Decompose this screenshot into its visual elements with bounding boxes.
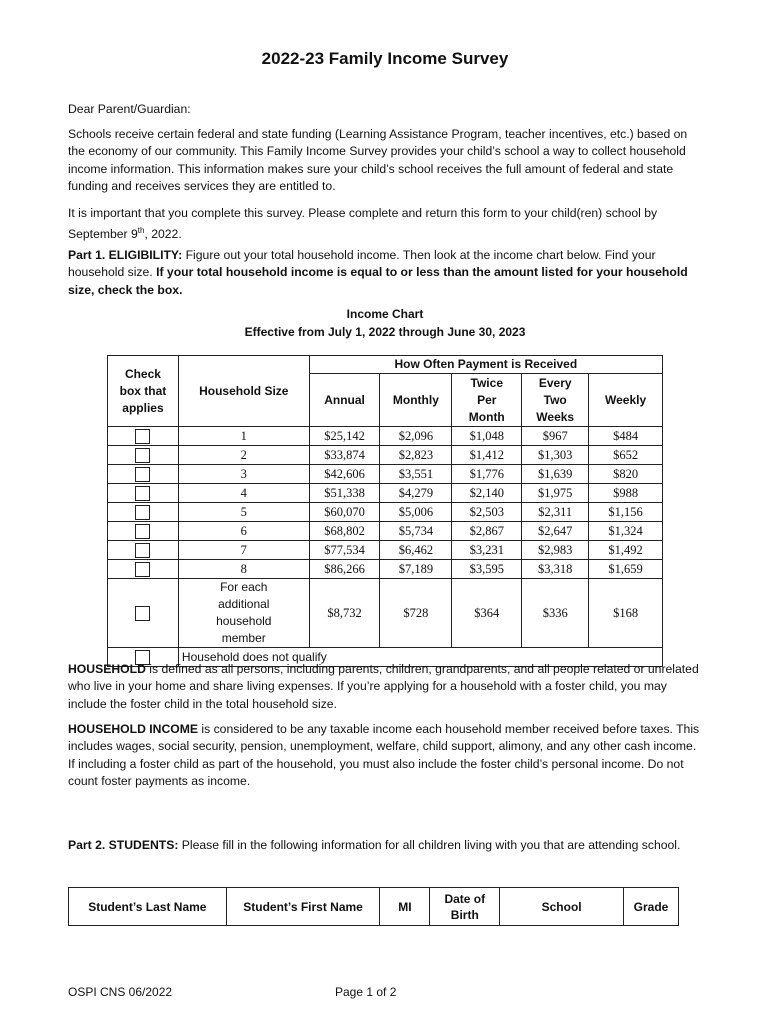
weekly-income: $820 [589,465,663,484]
household-size-checkbox[interactable] [135,562,150,577]
income-row [108,446,663,465]
page-title: 2022-23 Family Income Survey [261,49,509,68]
part1-bold-instructions: If your total household income is equal to or less than the amount listed for your household size, check the box. [68,265,688,297]
annual-income: $33,874 [309,446,380,465]
household-size-checkbox[interactable] [135,448,150,463]
every-two-weeks-income: $1,303 [522,446,589,465]
household-size: 1 [178,427,309,446]
weekly-header: Weekly [589,374,663,427]
household-size-checkbox[interactable] [135,467,150,482]
weekly-income: $484 [589,427,663,446]
income-row [108,541,663,560]
part2-paragraph [68,837,700,854]
household-size: 8 [178,560,309,579]
household-size-checkbox[interactable] [135,486,150,501]
annual-income: $60,070 [309,503,380,522]
mi-header: MI [380,888,430,926]
additional-weekly: $168 [589,579,663,648]
monthly-income: $5,734 [380,522,452,541]
annual-income: $77,534 [309,541,380,560]
checkbox-cell [108,465,179,484]
every-two-weeks-income: $2,647 [522,522,589,541]
annual-income: $68,802 [309,522,380,541]
additional-twice-per-month: $364 [452,579,522,648]
important-paragraph [68,205,700,244]
every-two-weeks-header: Every Two Weeks [522,374,589,427]
checkbox-cell [108,522,179,541]
household-size-checkbox[interactable] [135,524,150,539]
monthly-income: $6,462 [380,541,452,560]
household-size-header: Household Size [178,356,309,427]
checkbox-cell [108,541,179,560]
student-first-name-header: Student’s First Name [226,888,380,926]
grade-header: Grade [624,888,679,926]
weekly-income: $1,659 [589,560,663,579]
income-chart-table [107,355,663,667]
checkbox-cell [108,560,179,579]
weekly-income: $1,492 [589,541,663,560]
twice-per-month-income: $3,231 [452,541,522,560]
checkbox-cell [108,427,179,446]
annual-income: $51,338 [309,484,380,503]
household-size: 5 [178,503,309,522]
household-income-definition-text: is considered to be any taxable income each household member received before taxes. This includes wages, social security, pension, unemployment, welfare, child support, alimony, and any other cash income. If including a foster child as part of the household, you must also include the foster child’s personal income. Do not count foster payments as income. [68,722,700,789]
not-qualify-label: Household does not qualify [178,648,662,667]
every-two-weeks-income: $2,311 [522,503,589,522]
every-two-weeks-income: $967 [522,427,589,446]
monthly-income: $4,279 [380,484,452,503]
additional-monthly: $728 [380,579,452,648]
household-definition [68,661,700,713]
part1-paragraph [68,247,700,299]
monthly-income: $7,189 [380,560,452,579]
twice-per-month-income: $1,412 [452,446,522,465]
every-two-weeks-income: $3,318 [522,560,589,579]
monthly-header: Monthly [380,374,452,427]
twice-per-month-income: $2,867 [452,522,522,541]
household-size-checkbox[interactable] [135,505,150,520]
school-header: School [500,888,624,926]
student-last-name-header: Student’s Last Name [69,888,227,926]
monthly-income: $5,006 [380,503,452,522]
household-income-term: HOUSEHOLD INCOME [68,722,199,736]
household-size: 6 [178,522,309,541]
payment-frequency-header: How Often Payment is Received [309,356,662,374]
greeting: Dear Parent/Guardian: [68,102,191,116]
checkbox-cell [108,503,179,522]
important-text: It is important that you complete this survey. Please complete and return this form to your child(ren) school by September 9 [68,206,658,242]
twice-per-month-income: $3,595 [452,560,522,579]
page-number: Page 1 of 2 [335,985,397,999]
part1-label: Part 1. ELIGIBILITY: [68,248,183,262]
household-definition-text: is defined as all persons, including parents, children, grandparents, and all people related or unrelated who live in your home and share living expenses. If you’re applying for a household with a foster child, you may include the foster child in the total household size. [68,662,699,711]
important-date-tail: , 2022. [144,227,182,242]
part2-text: Please fill in the following information for all children living with you that are attending school. [178,838,681,852]
household-size: 7 [178,541,309,560]
superscript-th: th [137,226,145,236]
monthly-income: $3,551 [380,465,452,484]
every-two-weeks-income: $2,983 [522,541,589,560]
checkbox-cell [108,579,179,648]
intro-paragraph: Schools receive certain federal and state funding (Learning Assistance Program, teacher incentives, etc.) based on the economy of our community. This Family Income Survey provides your child’s school a way to collect household income information. This information makes sure your child’s school receives the full amount of federal and state funding and receives services they are entitled to. [68,127,688,194]
weekly-income: $1,324 [589,522,663,541]
check-column-header: Check box that applies [108,356,179,427]
income-row [108,522,663,541]
annual-income: $86,266 [309,560,380,579]
household-term: HOUSEHOLD [68,662,146,676]
household-size: 2 [178,446,309,465]
income-chart-title: Income Chart [346,307,424,321]
every-two-weeks-income: $1,639 [522,465,589,484]
twice-per-month-income: $2,503 [452,503,522,522]
income-row [108,560,663,579]
income-chart-effective: Effective from July 1, 2022 through June 30, 2023 [244,325,526,339]
twice-per-month-income: $2,140 [452,484,522,503]
monthly-income: $2,096 [380,427,452,446]
income-row [108,484,663,503]
twice-per-month-income: $1,048 [452,427,522,446]
weekly-income: $1,156 [589,503,663,522]
annual-income: $42,606 [309,465,380,484]
income-row [108,427,663,446]
weekly-income: $652 [589,446,663,465]
annual-income: $25,142 [309,427,380,446]
weekly-income: $988 [589,484,663,503]
household-size: 3 [178,465,309,484]
annual-header: Annual [309,374,380,427]
twice-per-month-header: Twice Per Month [452,374,522,427]
additional-member-label: For each additional household member [178,579,309,648]
household-checkbox[interactable] [135,606,150,621]
date-of-birth-header: Date of Birth [430,888,500,926]
students-table [68,887,679,926]
part1-text: Figure out your total household income. Then look at the income chart below. Find your household size. [68,248,656,280]
twice-per-month-income: $1,776 [452,465,522,484]
monthly-income: $2,823 [380,446,452,465]
income-row [108,465,663,484]
every-two-weeks-income: $1,975 [522,484,589,503]
household-size-checkbox[interactable] [135,429,150,444]
income-row [108,503,663,522]
household-size-checkbox[interactable] [135,543,150,558]
additional-every-two-weeks: $336 [522,579,589,648]
part2-label: Part 2. STUDENTS: [68,838,179,852]
form-code: OSPI CNS 06/2022 [68,985,173,999]
checkbox-cell [108,484,179,503]
household-size: 4 [178,484,309,503]
checkbox-cell [108,446,179,465]
household-income-definition [68,721,700,791]
additional-annual: $8,732 [309,579,380,648]
